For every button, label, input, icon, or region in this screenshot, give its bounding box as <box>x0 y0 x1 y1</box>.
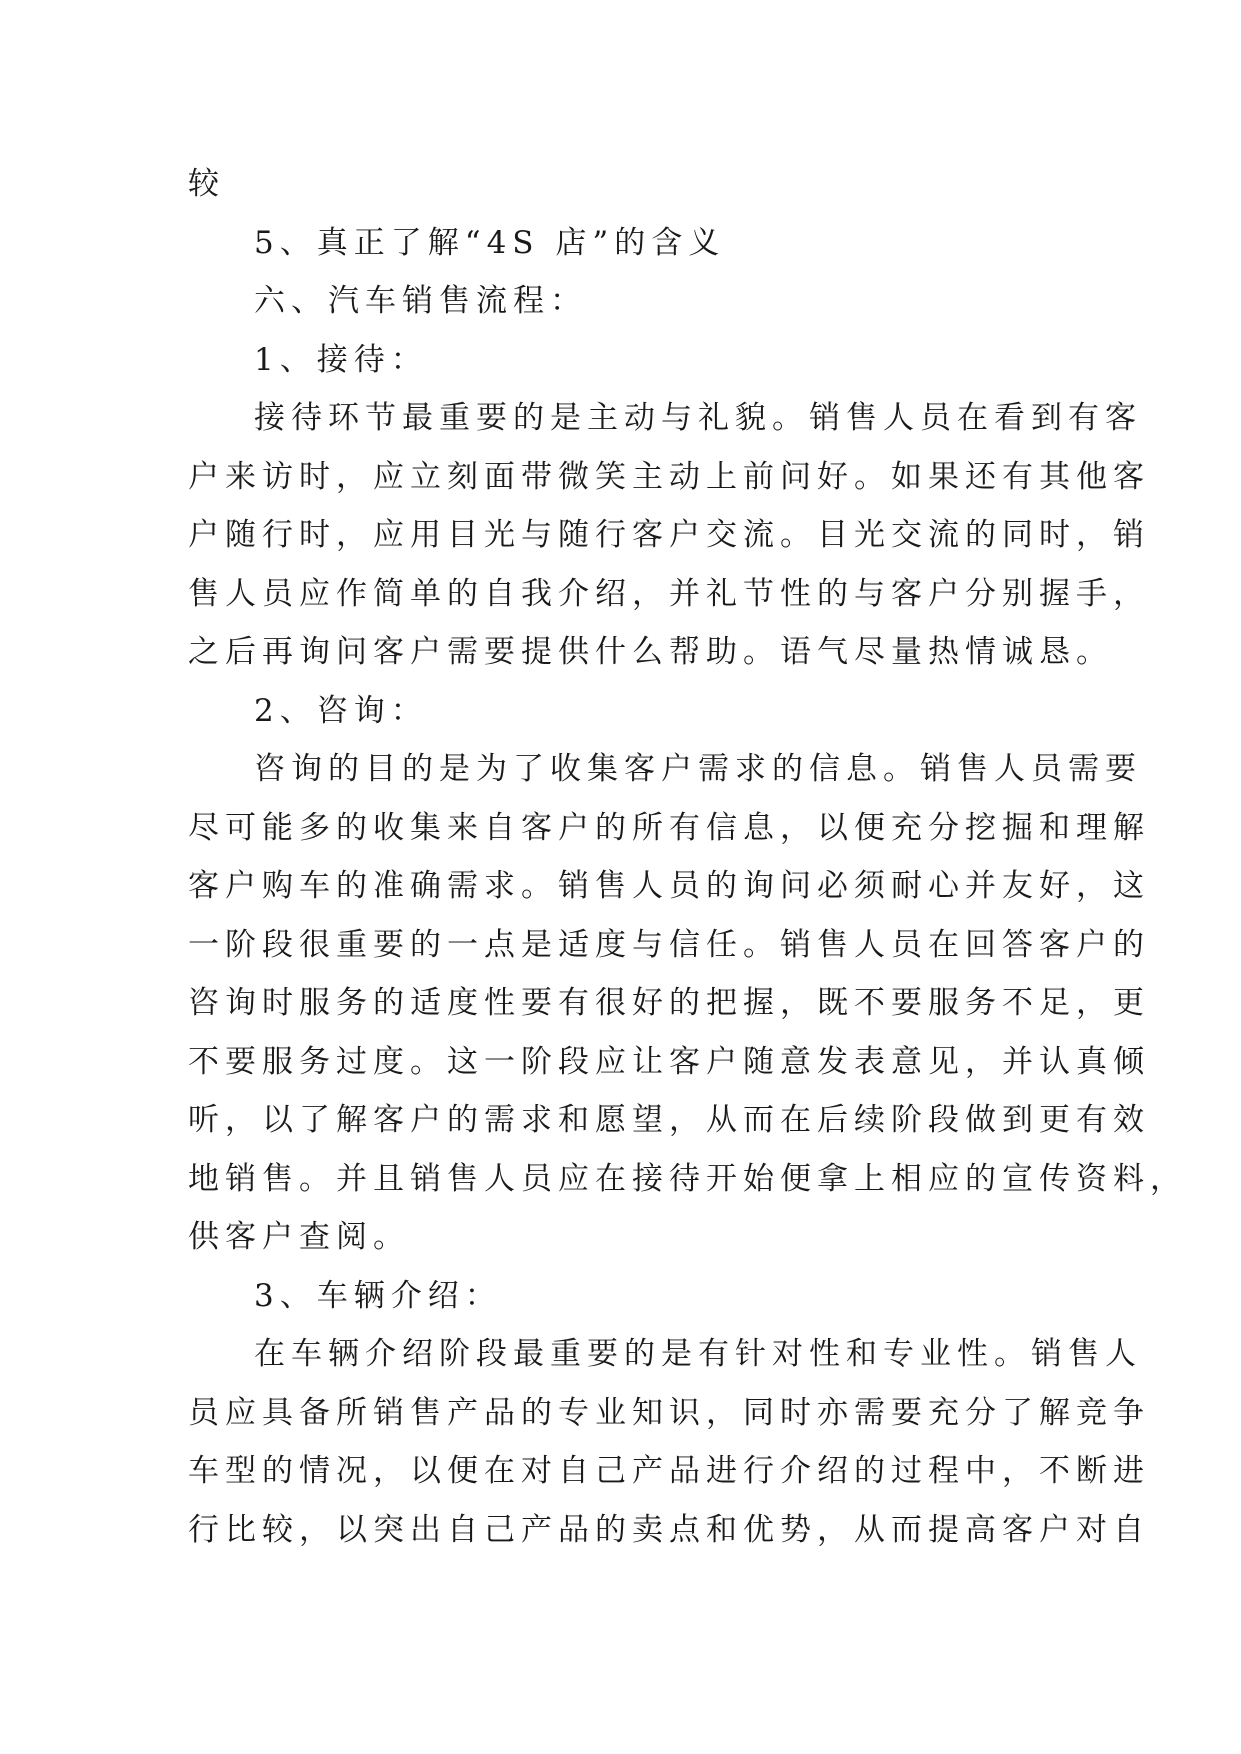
paragraph-line: 售人员应作简单的自我介绍，并礼节性的与客户分别握手， <box>188 575 1150 612</box>
document-body <box>188 155 1187 1559</box>
paragraph-line: 咨询的目的是为了收集客户需求的信息。销售人员需要 <box>254 751 1142 787</box>
paragraph-line: 行比较，以突出自己产品的卖点和优势，从而提高客户对自 <box>188 1511 1150 1548</box>
paragraph-line: 不要服务过度。这一阶段应让客户随意发表意见，并认真倾 <box>188 1043 1150 1080</box>
subsection-heading: 3、车辆介绍： <box>254 1277 502 1314</box>
subsection-heading: 1、接待： <box>254 341 428 378</box>
paragraph-line: 咨询时服务的适度性要有很好的把握，既不要服务不足，更 <box>188 985 1150 1021</box>
paragraph-line: 地销售。并且销售人员应在接待开始便拿上相应的宣传资料， <box>188 1160 1187 1197</box>
paragraph-line: 尽可能多的收集来自客户的所有信息，以便充分挖掘和理解 <box>188 809 1150 846</box>
paragraph-line: 之后再询问客户需要提供什么帮助。语气尽量热情诚恳。 <box>188 634 1113 670</box>
paragraph-line: 一阶段很重要的一点是适度与信任。销售人员在回答客户的 <box>188 926 1150 963</box>
subsection-heading: 2、咨询： <box>254 692 428 729</box>
paragraph-line: 接待环节最重要的是主动与礼貌。销售人员在看到有客 <box>254 400 1142 436</box>
paragraph-line: 听，以了解客户的需求和愿望，从而在后续阶段做到更有效 <box>188 1102 1150 1138</box>
paragraph-line: 在车辆介绍阶段最重要的是有针对性和专业性。销售人 <box>254 1336 1142 1372</box>
paragraph-line: 户随行时，应用目光与随行客户交流。目光交流的同时，销 <box>188 517 1150 553</box>
paragraph-line: 户来访时，应立刻面带微笑主动上前问好。如果还有其他客 <box>188 458 1150 495</box>
paragraph-line: 车型的情况，以便在对自己产品进行介绍的过程中，不断进 <box>188 1453 1150 1489</box>
paragraph-line: 供客户查阅。 <box>188 1219 410 1255</box>
paragraph-line: 员应具备所销售产品的专业知识，同时亦需要充分了解竞争 <box>188 1394 1150 1431</box>
text-line: 较 <box>188 166 225 202</box>
section-heading: 六、汽车销售流程： <box>254 283 587 319</box>
paragraph-line: 客户购车的准确需求。销售人员的询问必须耐心并友好，这 <box>188 868 1150 904</box>
list-item-heading: 5、真正了解“4S 店”的含义 <box>254 224 726 261</box>
